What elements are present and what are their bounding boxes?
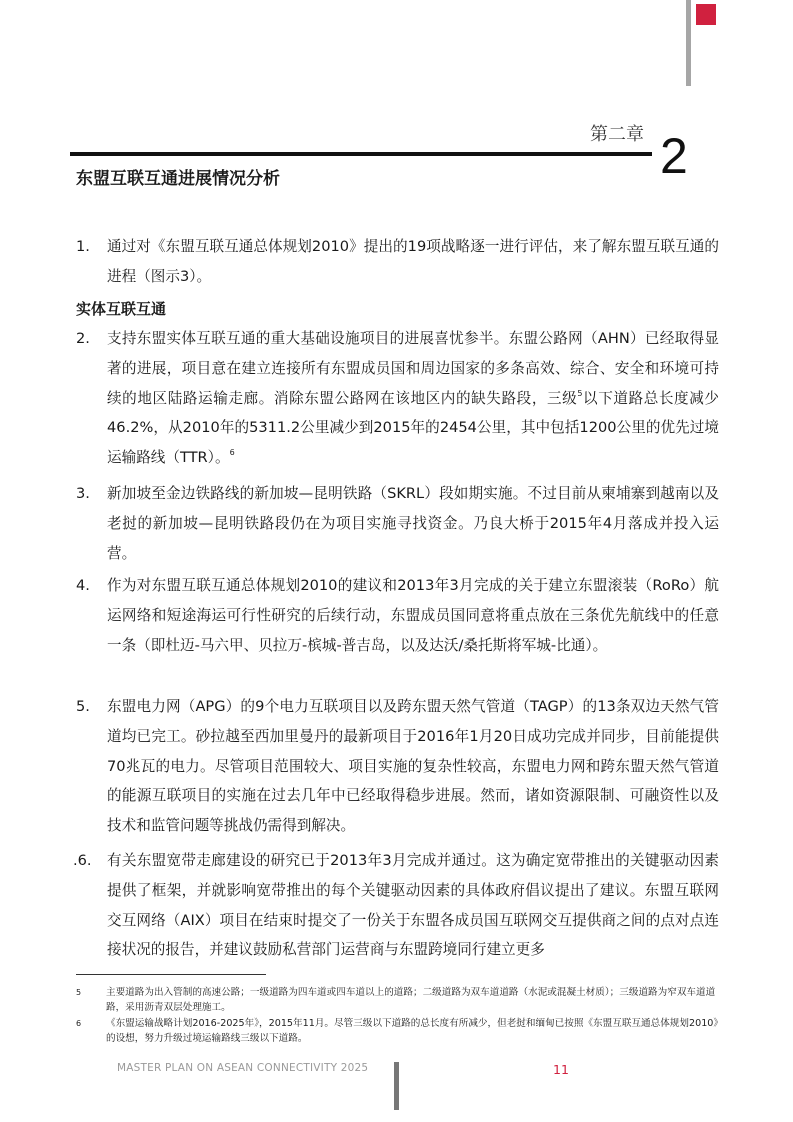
paragraph-text: 有关东盟宽带走廊建设的研究已于2013年3月完成并通过。这为确定宽带推出的关键驱动因素提供了框架，并就影响宽带推出的每个关键驱动因素的具体政府倡议提出了建议。东盟互联网交互网络（AIX）项目在结束时提交了一份关于东盟各成员国互联网交互提供商之间的点对点连接状况的报告，并建议鼓励私营部门运营商与东盟跨境同行建立更多	[107, 852, 719, 959]
footnote-6	[76, 1016, 722, 1046]
footnote-ref: 6	[229, 448, 235, 458]
paragraph-number: 4.	[76, 577, 90, 594]
footnote-number: 6	[76, 1019, 82, 1028]
paragraph-text: 新加坡至金边铁路线的新加坡—昆明铁路（SKRL）段如期实施。不过目前从柬埔寨到越南以及老挝的新加坡—昆明铁路段仍在为项目实施寻找资金。乃良大桥于2015年4月落成并投入运营。	[107, 485, 719, 562]
paragraph-number: 1.	[76, 238, 90, 255]
paragraph-3	[76, 479, 722, 568]
paragraph-4	[76, 571, 722, 660]
paragraph-text	[107, 324, 719, 473]
paragraph-text-part: 支持东盟实体互联互通的重大基础设施项目的进展喜忧参半。东盟公路网（AHN）已经取得显著的进展，项目意在建立连接所有东盟成员国和周边国家的多条高效、综合、安全和环境可持续的地区陆路运输走廊。消除东盟公路网在该地区内的缺失路段，三级	[107, 330, 719, 407]
subheading-physical-connectivity: 实体互联互通	[76, 300, 167, 318]
paragraph-number: 3.	[76, 485, 90, 502]
footnote-rule	[76, 974, 266, 975]
paragraph-text: 作为对东盟互联互通总体规划2010的建议和2013年3月完成的关于建立东盟滚装（RoRo）航运网络和短途海运可行性研究的后续行动，东盟成员国同意将重点放在三条优先航线中的任意一条（即杜迈-马六甲、贝拉万-槟城-普吉岛，以及达沃/桑托斯将军城-比通）。	[107, 577, 719, 654]
footnote-text: 主要道路为出入管制的高速公路；一级道路为四车道或四车道以上的道路；二级道路为双车道道路（水泥或混凝土材质）；三级道路为窄双车道道路，采用沥青双层处理施工。	[106, 987, 716, 1013]
footnote-5	[76, 985, 722, 1015]
footnote-text: 《东盟运输战略计划2016-2025年》，2015年11月。尽管三级以下道路的总长度有所减少，但老挝和缅甸已按照《东盟互联互通总体规划2010》的设想，努力升级过境运输路线三级以下道路。	[106, 1018, 719, 1044]
paragraph-number: .6.	[73, 852, 92, 869]
paragraph-6	[73, 846, 722, 965]
paragraph-text-part: 以下道路总长度减少46.2%，从2010年的5311.2公里减少到2015年的2454公里，其中包括1200公里的优先过境运输路线（TTR）。	[107, 389, 719, 467]
footnote-ref: 5	[577, 388, 583, 398]
paragraph-number: 2.	[76, 330, 90, 347]
paragraph-1	[76, 232, 722, 292]
footer-title: MASTER PLAN ON ASEAN CONNECTIVITY 2025	[117, 1062, 369, 1074]
paragraph-5	[76, 692, 722, 841]
page-number: 11	[553, 1062, 569, 1077]
footnote-number: 5	[76, 988, 82, 997]
header-rule	[70, 152, 652, 156]
paragraph-2	[76, 324, 722, 473]
section-title: 东盟互联互通进展情况分析	[76, 169, 280, 189]
paragraph-text: 通过对《东盟互联互通总体规划2010》提出的19项战略逐一进行评估，来了解东盟互联互通的进程（图示3）。	[107, 238, 719, 285]
chapter-number: 2	[660, 128, 688, 184]
chapter-label: 第二章	[590, 124, 644, 145]
paragraph-number: 5.	[76, 698, 90, 715]
paragraph-text: 东盟电力网（APG）的9个电力互联项目以及跨东盟天然气管道（TAGP）的13条双边天然气管道均已完工。砂拉越至西加里曼丹的最新项目于2016年1月20日成功完成并同步，目前能提供70兆瓦的电力。尽管项目范围较大、项目实施的复杂性较高，东盟电力网和跨东盟天然气管道的能源互联项目的实施在过去几年中已经取得稳步进展。然而，诸如资源限制、可融资性以及技术和监管问题等挑战仍需得到解决。	[107, 698, 719, 835]
footer-divider	[394, 1062, 399, 1110]
accent-square	[696, 4, 716, 25]
top-vertical-rule	[686, 0, 691, 86]
